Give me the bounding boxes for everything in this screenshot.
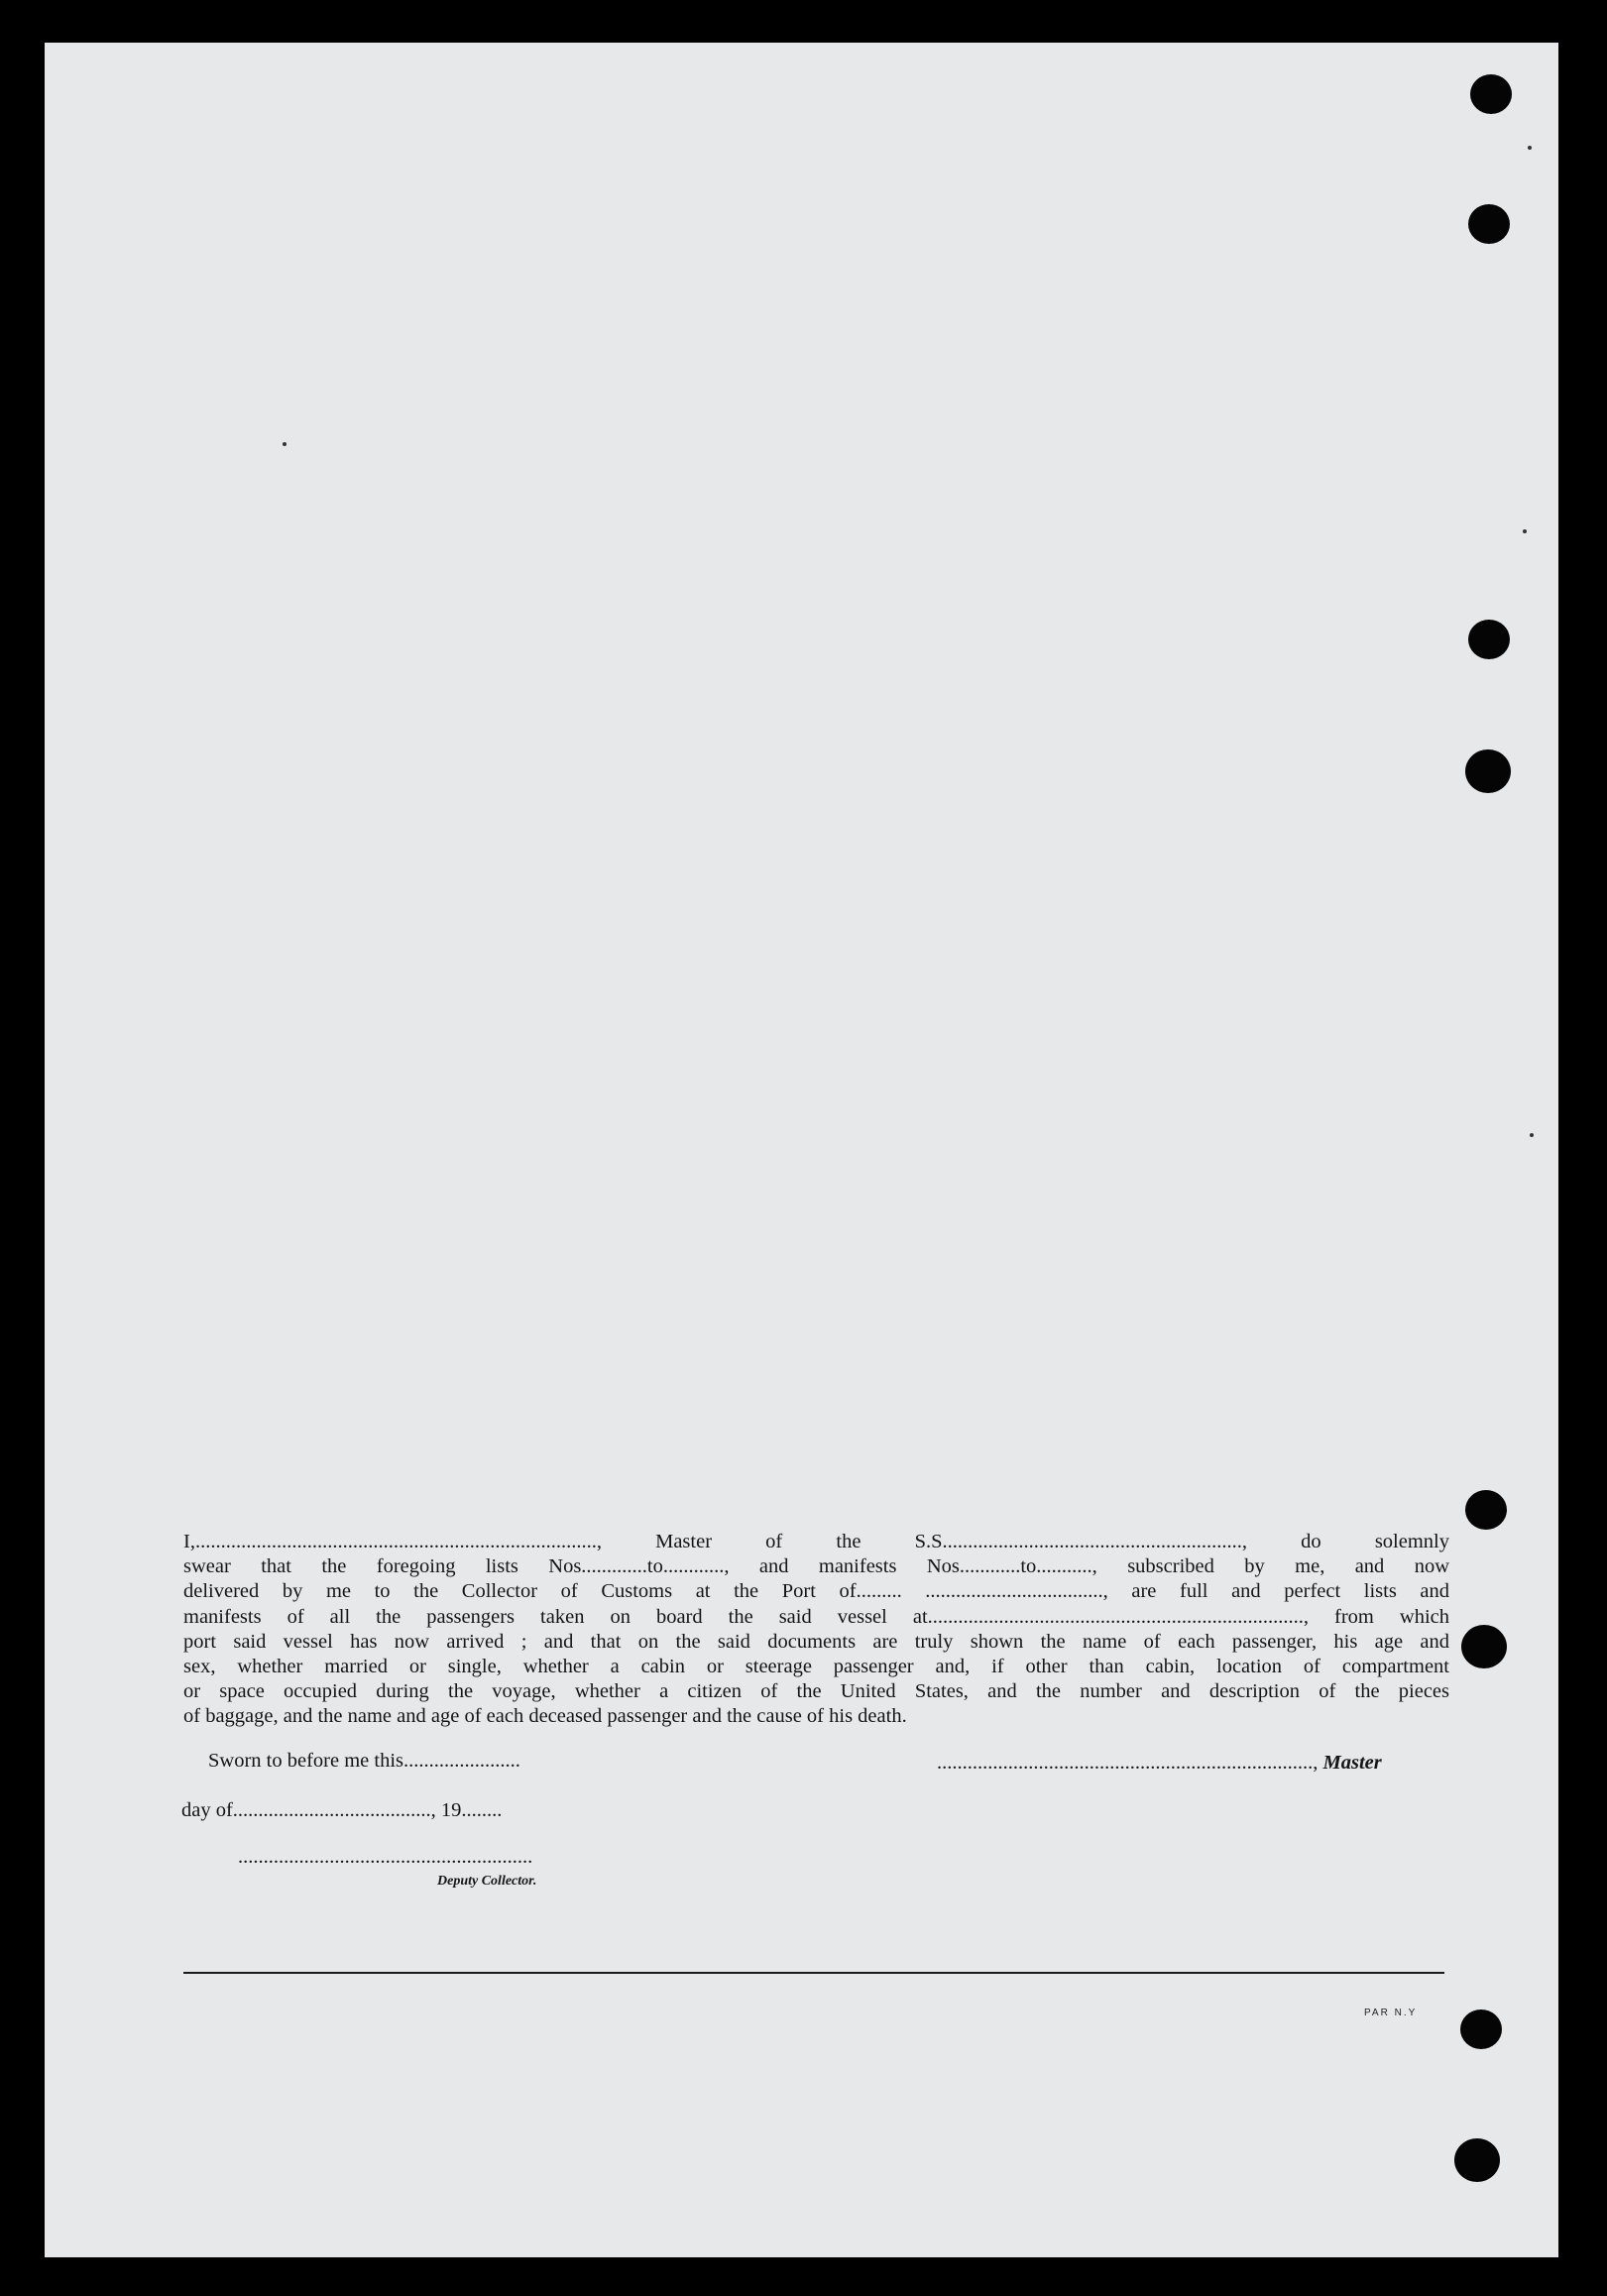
oath-line: or space occupied during the voyage, whether a citizen of the United States, and the number and description of the pieces: [183, 1680, 1449, 1703]
paper-speck: [283, 442, 287, 446]
punch-hole: [1454, 2138, 1500, 2182]
paper-speck: [1528, 146, 1532, 150]
oath-line: port said vessel has now arrived ; and that on the said documents are truly shown the name of each passenger, his age and: [183, 1630, 1449, 1653]
paper-speck: [1530, 1133, 1534, 1137]
deputy-collector-signature-dots: ..........................................................: [238, 1846, 533, 1868]
date-line: day of......................................., 19........: [181, 1799, 503, 1821]
document-page: [45, 43, 1558, 2257]
bottom-rule: [183, 1972, 1444, 1974]
punch-hole: [1465, 749, 1511, 793]
punch-hole: [1468, 620, 1510, 659]
oath-line: sex, whether married or single, whether a cabin or steerage passenger and, if other than cabin, location of compartment: [183, 1656, 1449, 1678]
punch-hole: [1465, 1490, 1507, 1530]
punch-hole: [1461, 1625, 1507, 1668]
oath-line: delivered by me to the Collector of Customs at the Port of......... ..................................., are full and perfect lists and: [183, 1580, 1449, 1603]
oath-line: manifests of all the passengers taken on board the said vessel at.........................................................................., from which: [183, 1605, 1449, 1628]
sworn-line: Sworn to before me this.......................: [208, 1750, 520, 1772]
master-signature-dots: ..........................................................................,: [937, 1752, 1319, 1774]
oath-line: swear that the foregoing lists Nos.............to............, and manifests Nos............to..........., subscribed by me, and now: [183, 1555, 1449, 1578]
oath-line: of baggage, and the name and age of each deceased passenger and the cause of his death.: [183, 1705, 907, 1728]
punch-hole: [1470, 74, 1512, 114]
punch-hole: [1468, 204, 1510, 244]
punch-hole: [1460, 2009, 1502, 2049]
oath-paragraph: [183, 1530, 1449, 1730]
master-signature-line: [937, 1752, 1382, 1775]
master-label: Master: [1322, 1752, 1382, 1774]
paper-speck: [1523, 529, 1527, 533]
oath-line: I,..............................................................................., Master of the S.S..........................................................., do solemnly: [183, 1531, 1449, 1552]
printer-mark: PAR N.Y: [1364, 2008, 1418, 2018]
deputy-collector-label: Deputy Collector.: [437, 1874, 537, 1889]
